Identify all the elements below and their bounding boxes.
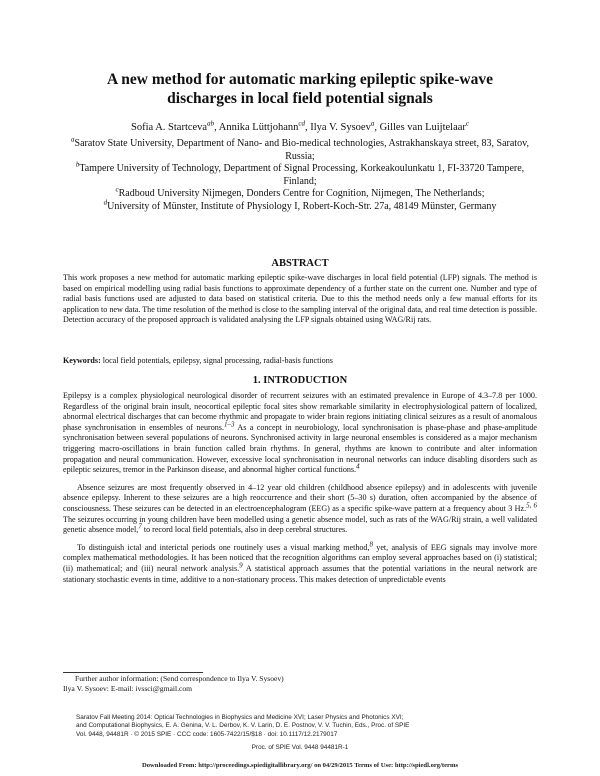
author: Sofia A. Startceva$^{ab}$	[130, 119, 215, 133]
proceedings-line: Saratov Fall Meeting 2014: Optical Technologies in Biophysics and Medicine XVI; Laser Physics and Photonics XVI;	[76, 714, 404, 721]
citation: 5, 6	[526, 501, 537, 510]
footnote-rule	[63, 672, 203, 673]
proceedings-line: and Computational Biophysics, E. A. Genina, V. L. Derbov, K. V. Larin, D. E. Postnov, V. V. Tuchin, Eds., Proc. of SPIE	[76, 722, 410, 730]
citation: 4	[356, 462, 360, 471]
author-list: Sofia A. Startceva$^{ab}$, Annika Lüttjohann$^{cd}$, Ilya V. Sysoev$^a$, Gilles van Luijtelaar$^c$	[130, 119, 469, 133]
citation: 7	[138, 522, 142, 531]
title-line-1: A new method for automatic marking epileptic spike-wave	[107, 71, 493, 88]
introduction-heading: 1. INTRODUCTION	[252, 375, 348, 386]
keywords-label: Keywords:	[63, 356, 101, 365]
footnote-line: Further author information: (Send correspondence to Ilya V. Sysoev)	[75, 674, 284, 683]
proceedings-info	[76, 714, 536, 739]
author: Ilya V. Sysoev$^a$	[310, 119, 375, 133]
abstract-heading: ABSTRACT	[271, 258, 329, 269]
citation: 1–3	[223, 420, 235, 429]
affiliation: $^a$Saratov State University, Department of Nano- and Bio-medical technologies, Astrakhanskaya street, 83, Saratov, Russia;	[71, 135, 529, 162]
affiliation: $^d$University of Münster, Institute of Physiology I, Robert-Koch-Str. 27a, 48149 Münster, Germany	[103, 198, 497, 212]
paragraph: Absence seizures are most frequently observed in 4–12 year old children (childhood absence epilepsy) and in adolescents with juvenile absence epilepsy. Inherent to these seizures are a high reoccurrence and their short (5–30 s) duration, often accompanied by the absence of consciousness. These seizures can be detected in an electroencephalogram (EEG) as a specific spike-wave pattern at a frequency about 3 Hz.$^{5, 6}$ The seizures occurring in young children have been modelled using a genetic absence model, such as rats of the WAG/Rij strain, a well validated genetic absence model,$^7$ to record local field potentials, also in deep cerebral structures.	[63, 482, 537, 535]
introduction-body	[63, 391, 537, 592]
author: Annika Lüttjohann$^{cd}$	[218, 119, 305, 133]
download-notice: Downloaded From: http://proceedings.spiedigitallibrary.org/ on 04/29/2015 Terms of Use: http://spiedl.org/terms	[141, 762, 459, 769]
paragraph: Epilepsy is a complex physiological neurological disorder of recurrent seizures with an estimated prevalence in Europe of 4.3–7.8 per 1000. Regardless of the original brain insult, neocortical epileptic focal sites show remarkable similarity in electrophysiological pattern of localized, abnormal electrical discharges that can become rhythmic and propagate to wider brain regions initiating clinical seizures as a result of anomalous phase synchronisation in ensembles of neurons.$^{1-3}$ As a concept in neurobiology, local synchronisation is phase-phase and phase-amplitude synchronisation between several populations of neurons. Synchronised activity in large neuronal ensembles is considered as a major mechanism triggering macro-oscillations in brain function called brain rhythms. In general, rhythms are known to contribute and alter information propagation and neural communication. However, excessive local synchronisation in neuronal networks can induce disabling disorders such as epileptic seizures, tremor in the Parkinson disease, and abnormal higher cortical functions.$^4$	[63, 391, 537, 475]
proceedings-line: Vol. 9448, 94481R · © 2015 SPIE · CCC code: 1605-7422/15/$18 · doi: 10.1117/12.2179017	[76, 730, 338, 738]
page-number: Proc. of SPIE Vol. 9448 94481R-1	[251, 744, 349, 751]
affiliation: $^c$Radboud University Nijmegen, Donders Centre for Cognition, Nijmegen, The Netherlands;	[115, 186, 485, 200]
paragraph: To distinguish ictal and interictal periods one routinely uses a visual marking method,$^8$ yet, analysis of EEG signals may involve more complex mathematical methodologies. It has been noticed that the recognition algorithms can employ several approaches based on (i) statistical; (ii) mathematical; and (iii) neural network analysis.$^9$ A statistical approach assumes that the potential variations in the neural network are stationary stochastic events in time, additive to a non-stationary process. This makes detection of unpredictable events	[63, 540, 538, 584]
abstract-text: This work proposes a new method for automatic marking epileptic spike-wave discharges in local field potential (LFP) signals. The method is based on empirical modelling using radial basis functions to approximate dependency of a further state on the current one. Number and type of radial basis functions used are adjusted to data based on statistical criteria. Due to this the method needs only a few manual efforts for its application to new data. The time resolution of the method is close to the sampling interval of the original data, and real time detection is possible. Detection accuracy of the proposed approach is validated analysing the LFP signals obtained using WAG/Rij rats.	[63, 273, 537, 325]
citation: 9	[239, 561, 243, 570]
keywords-text: local field potentials, epilepsy, signal processing, radial-basis functions	[102, 356, 333, 365]
keywords	[63, 356, 537, 366]
citation: 8	[369, 540, 373, 549]
affiliation: $^b$Tampere University of Technology, Department of Signal Processing, Korkeakoulunkatu 1, FI-33720 Tampere, Finland;	[75, 160, 525, 187]
paper-title	[60, 70, 540, 108]
author: Gilles van Luijtelaar$^c$	[379, 119, 469, 133]
footnote-line: Ilya V. Sysoev: E-mail: ivssci@gmail.com	[63, 683, 193, 693]
title-line-2: discharges in local field potential signals	[167, 90, 433, 107]
footnote	[63, 674, 537, 693]
affiliation-list	[62, 135, 538, 214]
